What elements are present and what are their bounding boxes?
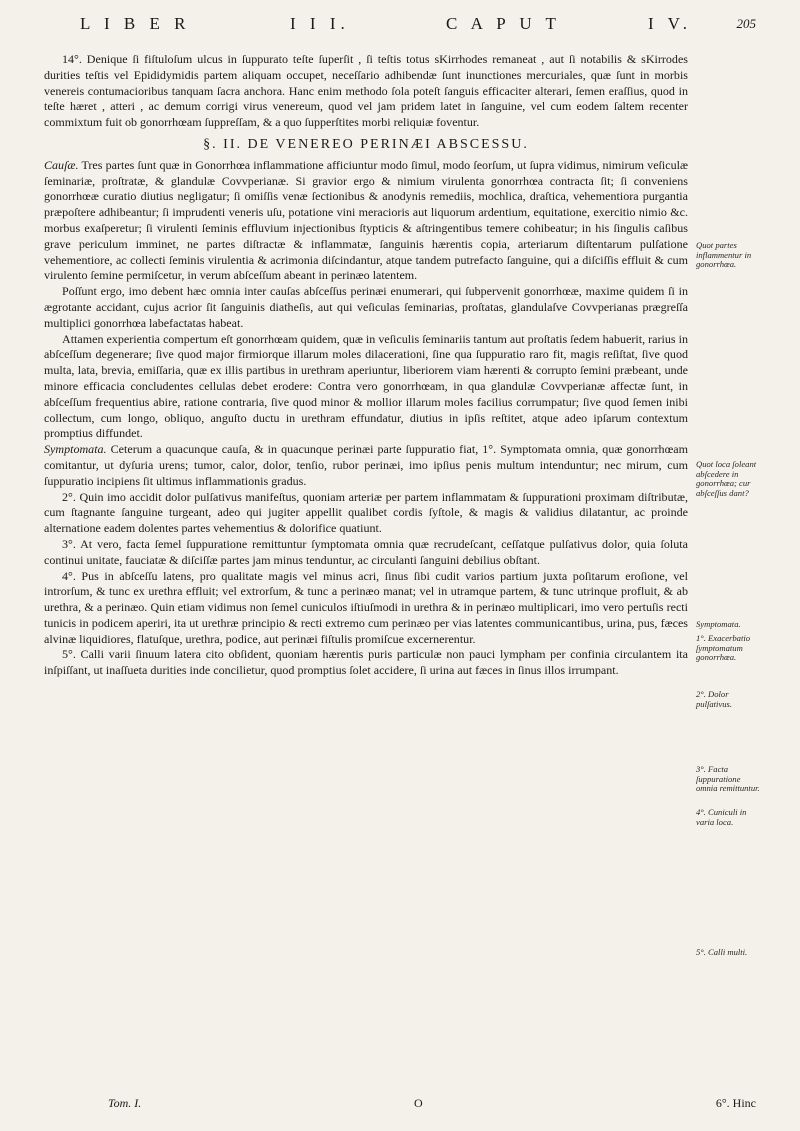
paragraph-symptomata <box>44 442 688 489</box>
margin-note: 5°. Calli multi. <box>696 947 748 957</box>
paragraph-causae <box>44 158 688 284</box>
paragraph-5 <box>44 647 688 679</box>
paragraph-text: Tres partes ſunt quæ in Gonorrhœa inflammatione afficiuntur modo ſimul, modo ſeorſum, ut ſupra vidimus, nimirum veſiculæ ſeminariæ, proſtratæ, & glandulæ Covvperianæ. Si gravior ergo & nimium virulenta gonorrhœa contracta ſit; ſi conveniens gonorrhœæ curatio diutius negligatur; ſi omiſſis venæ ſectionibus & anodynis remediis, mochlica, draſtica, vehementiora purgantia præpoſtere adhibeantur; ſi imprudenti veneris uſu, potatione vini meracioris aut liquorum ardentium, equitatione, exercitio nimio &c. morbus exaſperetur; ſi virulenti ſeminis effluvium injectionibus ſtypticis & aſtringentibus temere cohibeatur; in his ſingulis caſibus grave periculum imminet, ne partes diſtractæ & inflammatæ, ſanguinis hærentis copia, arteriarum diſtentarum pulſatione vehementiore, ac collecti ſeminis virulentia & acrimonia diſcindantur, atque tandem putrefacto ſanguine, qui a diſciſſis effluit & cum virulento ſemine permiſcetur, in verum abſceſſum abeant in perinæo latentem. <box>44 157 688 283</box>
volume-signature: Tom. I. <box>108 1096 142 1110</box>
paragraph-4 <box>44 569 688 648</box>
runin-heading: Cauſæ. <box>44 157 79 172</box>
main-text <box>44 52 688 679</box>
header-liber: L I B E R <box>80 14 191 33</box>
margin-note: 1°. Exacerbatio ſymptomatum gonorrhœa. <box>696 633 751 663</box>
header-chapter-number: I V. <box>648 14 692 33</box>
margin-note: 3°. Facta ſuppuratione omnia remittuntur. <box>696 764 760 794</box>
paragraph-text: Attamen experientia compertum eſt gonorrhœam quidem, quæ in veſiculis ſeminariis tantum aut proſtatis ſedem habuerit, rarius in abſceſſum degenerare; ſive quod major firmiorque illarum moles dilacerationi, ſine qua ſuppuratio raro fit, magis reſiſtat, ſive quod multa, lata, brevia, emiſſaria, quæ ex illis partibus in urethram aperiuntur, liberiorem viam hærenti & corrupto ſemini præbeant, unde minore efficacia concludentes cellulas debet erodere: Contra vero gonorrhœam, in qua glandulæ Covvperianæ affectæ ſunt, in abſceſſum frequentius abire, ratione contraria, ſive quod minor & mollior illarum moles facilius corrumpatur; ſive quod ſemen inibi collectum, cum longo, obliquo, anguſto ductu in urethram effundatur, diutius in ipſis reſtitet, atque adeo ipſarum contextum promptius diffundet. <box>44 331 688 441</box>
paragraph-text: 5°. Calli varii ſinuum latera cito obſident, quoniam hærentis puris particulæ non pauci lympham per confinia circulantem ita inſpiſſant, ut inaſſueta durities inde concilietur, quod promptius ſolet accidere, ſi urina aut fæces in ſinus illos irrumpant. <box>44 647 688 678</box>
page-number: 205 <box>736 16 756 31</box>
section-title: §. II. DE VENEREO PERINÆI ABSCESSU. <box>203 136 529 152</box>
paragraph-3 <box>44 537 688 569</box>
paragraph-text: 2°. Quin imo accidit dolor pulſativus manifeſtus, quoniam arteriæ per partem inflammatam & ſuppurationi proximam diſtributæ, cum ſtagnante ſanguine turgeant, adeo qui jugiter appellit qualibet cordis ſyſtole, & magis & validius dilatantur, ac proinde alternatione eadem dolentes partes vehementius & dolorifice quatiunt. <box>44 489 688 536</box>
paragraph-text: Poſſunt ergo, imo debent hæc omnia inter cauſas abſceſſus perinæi enumerari, qui ſubpervenit gonorrhœæ, maxime quidem ſi in ægrotante accidant, cujus acrior ſit ſanguinis diatheſis, aut qui veſiculas ſeminarias, proſtatas, glandulaſve Covvperianas prægreſſa multiplici gonorrhœa labefactatas habeat. <box>44 284 688 330</box>
paragraph-text: 3°. At vero, facta ſemel ſuppuratione remittuntur ſymptomata omnia quæ recrudeſcant, ceſſatque pulſativus dolor, quia ſoluta continui unitate, fauciatæ & diſciſſæ partes jam minus tenduntur, ac circulanti ſanguini debilius obſtant. <box>44 536 688 567</box>
catchword: 6°. Hinc <box>715 1096 756 1110</box>
paragraph-text: 4°. Pus in abſceſſu latens, pro qualitate magis vel minus acri, ſinus ſibi cudit varios partium juxta poſitarum eroſione, vel introrſum, & tunc ex urethra effluit; vel extrorſum, & tunc a perinæo manat; vel in utramque partem, & tunc utrinque profluit, & ab urethra, & a perinæo. Quin etiam vidimus non ſemel cuniculos iſtiuſmodi in urethra & in perinæo multiplicari, imo vero pertuſis recti tunicis in podicem aperiri, ita ut urethræ principio & recti extremo cum perinæo per vias latentes communicantibus, urina, pus, fæces alvinæ liquidiores, flatuſque, urethra, podice, aut perinæi fiſtulis promiſcue excernerentur. <box>44 568 688 646</box>
header-book-number: I I I. <box>290 14 350 33</box>
margin-note: Quot loca ſoleant abſcedere in gonorrhœa; cur abſceſſus dant? <box>696 459 757 498</box>
header-caput: C A P U T <box>446 14 561 33</box>
margin-note: Quot partes inflammentur in gonorrhœa. <box>696 240 752 270</box>
margin-note: Symptomata. <box>696 619 741 629</box>
runin-heading: Symptomata. <box>44 442 107 457</box>
margin-note: 2°. Dolor pulſativus. <box>696 689 733 709</box>
margin-note: 4°. Cuniculi in varia loca. <box>696 807 747 827</box>
paragraph-attamen <box>44 332 688 443</box>
page-footer <box>44 1096 756 1112</box>
paragraph-2 <box>44 490 688 537</box>
running-header <box>44 14 756 38</box>
signature-mark: O <box>414 1096 423 1110</box>
paragraph-possunt <box>44 284 688 331</box>
paragraph-14: 14°. Denique ſi fiſtuloſum ulcus in ſuppurato teſte ſuperſit , ſi teſtis totus sKirrhodes remaneat , aut ſi notabilis & sKirrodes durities teſtis vel Epididymidis partem aliquam occupet, neceſſario adhibendæ ſunt inunctiones mercuriales, quæ ſunt in morbis venereis contumacioribus tanquam ſacra anchora. Hanc enim methodo ſola poteſt ſanguis efficaciter alterari, ſemen eraſſius, quod in teſte hæret , atteri , ac demum corrigi virus venereum, quod vel jam pridem latet in ſanguine, vel cum eodem ſaltem recenter commixtum fuit ob gonorrhœam ſuppreſſam, & a quo ſupperſtites morbi reliquiæ foventur. <box>44 52 688 130</box>
paragraph-text: Ceterum a quacunque cauſa, & in quacunque perinæi parte ſuppuratio fiat, 1°. Symptomata omnia, quæ gonorrhœam comitantur, ut dyſuria urens; tumor, calor, dolor, tenſio, rubor perinæi, imo ipſius penis multum intenduntur; nec mirum, cum ſuppuratio incipiens ſit ultimus inflammationis gradus. <box>44 442 688 488</box>
